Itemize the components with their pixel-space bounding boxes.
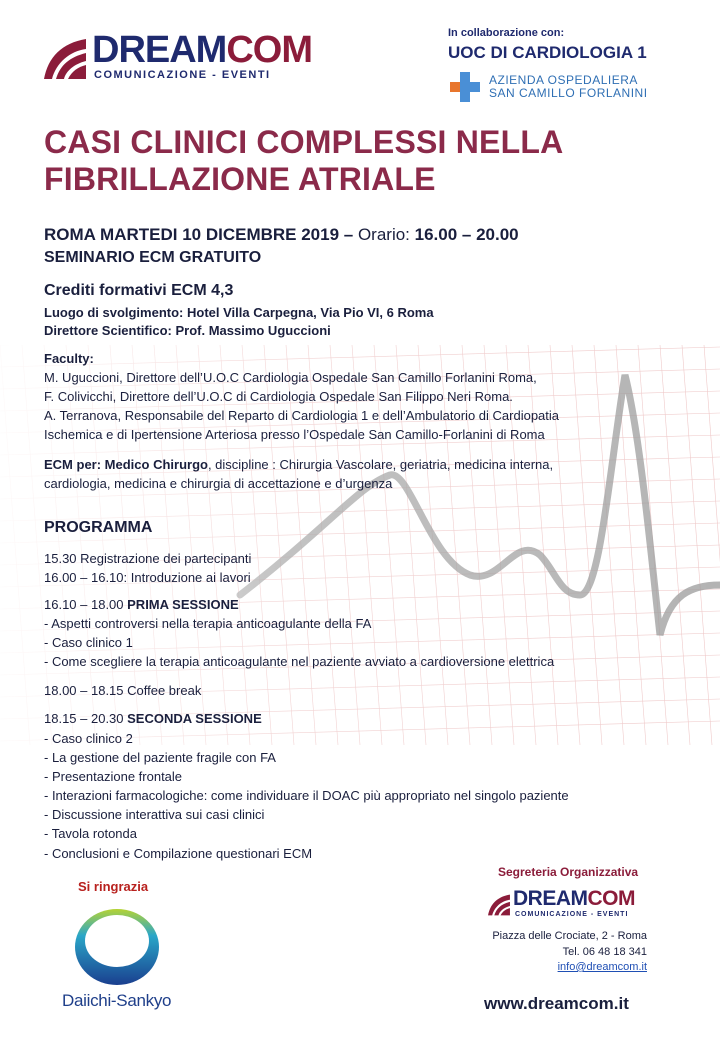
dreamcom-logo-small-text: DREAMCOM	[513, 887, 635, 910]
program-item: - Interazioni farmacologiche: come individuare il DOAC più appropriato nel singolo paziente	[44, 788, 569, 803]
dreamcom-logo-icon	[42, 37, 88, 81]
website-link[interactable]: www.dreamcom.it	[484, 994, 629, 1013]
program-item: 15.30 Registrazione dei partecipanti	[44, 551, 252, 566]
program-item: - Caso clinico 2	[44, 731, 133, 746]
venue: Luogo di svolgimento: Hotel Villa Carpegna, Via Pio VI, 6 Roma	[44, 305, 434, 320]
faculty-line: M. Uguccioni, Direttore dell’U.O.C Cardiologia Ospedale San Camillo Forlanini Roma,	[44, 370, 537, 385]
daiichi-sankyo-logo-icon	[72, 905, 162, 985]
hospital-cross-icon	[450, 72, 480, 102]
page-title: CASI CLINICI COMPLESSI NELLA FIBRILLAZIONE ATRIALE	[44, 124, 564, 197]
dreamcom-tagline: COMUNICAZIONE - EVENTI	[94, 69, 271, 81]
seminar-label: SEMINARIO ECM GRATUITO	[44, 249, 262, 266]
program-item: 16.00 – 16.10: Introduzione ai lavori	[44, 570, 251, 585]
faculty-label: Faculty:	[44, 351, 94, 366]
program-item: - Tavola rotonda	[44, 826, 137, 841]
email-link[interactable]: info@dreamcom.it	[557, 961, 647, 973]
faculty-line: A. Terranova, Responsabile del Reparto di Cardiologia 1 e dell’Ambulatorio di Cardiopatia	[44, 408, 560, 423]
ecm-section: ECM per: Medico Chirurgo, discipline : Chirurgia Vascolare, geriatria, medicina interna, cardiologia, medicina e chirurgia di accettazione e d’urgenza	[44, 457, 554, 491]
address: Piazza delle Crociate, 2 - Roma	[492, 930, 647, 942]
partner-unit: UOC DI CARDIOLOGIA 1	[448, 43, 647, 62]
hospital-name: AZIENDA OSPEDALIERA SAN CAMILLO FORLANINI	[489, 73, 648, 100]
program-item: - Come scegliere la terapia anticoagulante nel paziente avviato a cardioversione elettrica	[44, 654, 555, 669]
dreamcom-logo-text: DREAMCOM	[92, 29, 312, 71]
program-item: - Aspetti controversi nella terapia anticoagulante della FA	[44, 616, 372, 631]
faculty-section	[44, 349, 559, 444]
program-item: - La gestione del paziente fragile con FA	[44, 750, 276, 765]
faculty-line: F. Colivicchi, Direttore dell’U.O.C di Cardiologia Ospedale San Filippo Neri Roma.	[44, 389, 513, 404]
programma-heading: PROGRAMMA	[44, 519, 153, 536]
coffee-break: 18.00 – 18.15 Coffee break	[44, 683, 202, 698]
thanks-label: Si ringrazia	[78, 879, 149, 894]
program-item: - Presentazione frontale	[44, 769, 183, 784]
sponsor-name: Daiichi-Sankyo	[62, 991, 172, 1010]
ecm-label: ECM per: Medico Chirurgo	[44, 457, 208, 472]
phone: Tel. 06 48 18 341	[562, 946, 647, 958]
faculty-line: Ischemica e di Ipertensione Arteriosa presso l’Ospedale San Camillo-Forlanini di Roma	[44, 427, 545, 442]
program-item: - Caso clinico 1	[44, 635, 133, 650]
program-item: - Discussione interattiva sui casi clinici	[44, 807, 265, 822]
dreamcom-tagline-small: COMUNICAZIONE - EVENTI	[515, 911, 629, 918]
collaboration-label: In collaborazione con:	[448, 27, 565, 39]
program-item: - Conclusioni e Compilazione questionari ECM	[44, 846, 313, 861]
event-date-time: ROMA MARTEDI 10 DICEMBRE 2019 – Orario: 16.00 – 20.00	[44, 225, 519, 244]
session1-header: 16.10 – 18.00 PRIMA SESSIONE	[44, 597, 239, 612]
session2-header: 18.15 – 20.30 SECONDA SESSIONE	[44, 711, 262, 726]
secretariat-label: Segreteria Organizzativa	[498, 865, 639, 879]
credits: Crediti formativi ECM 4,3	[44, 282, 234, 299]
scientific-director: Direttore Scientifico: Prof. Massimo Uguccioni	[44, 323, 331, 338]
dreamcom-logo-small-icon	[487, 893, 511, 917]
